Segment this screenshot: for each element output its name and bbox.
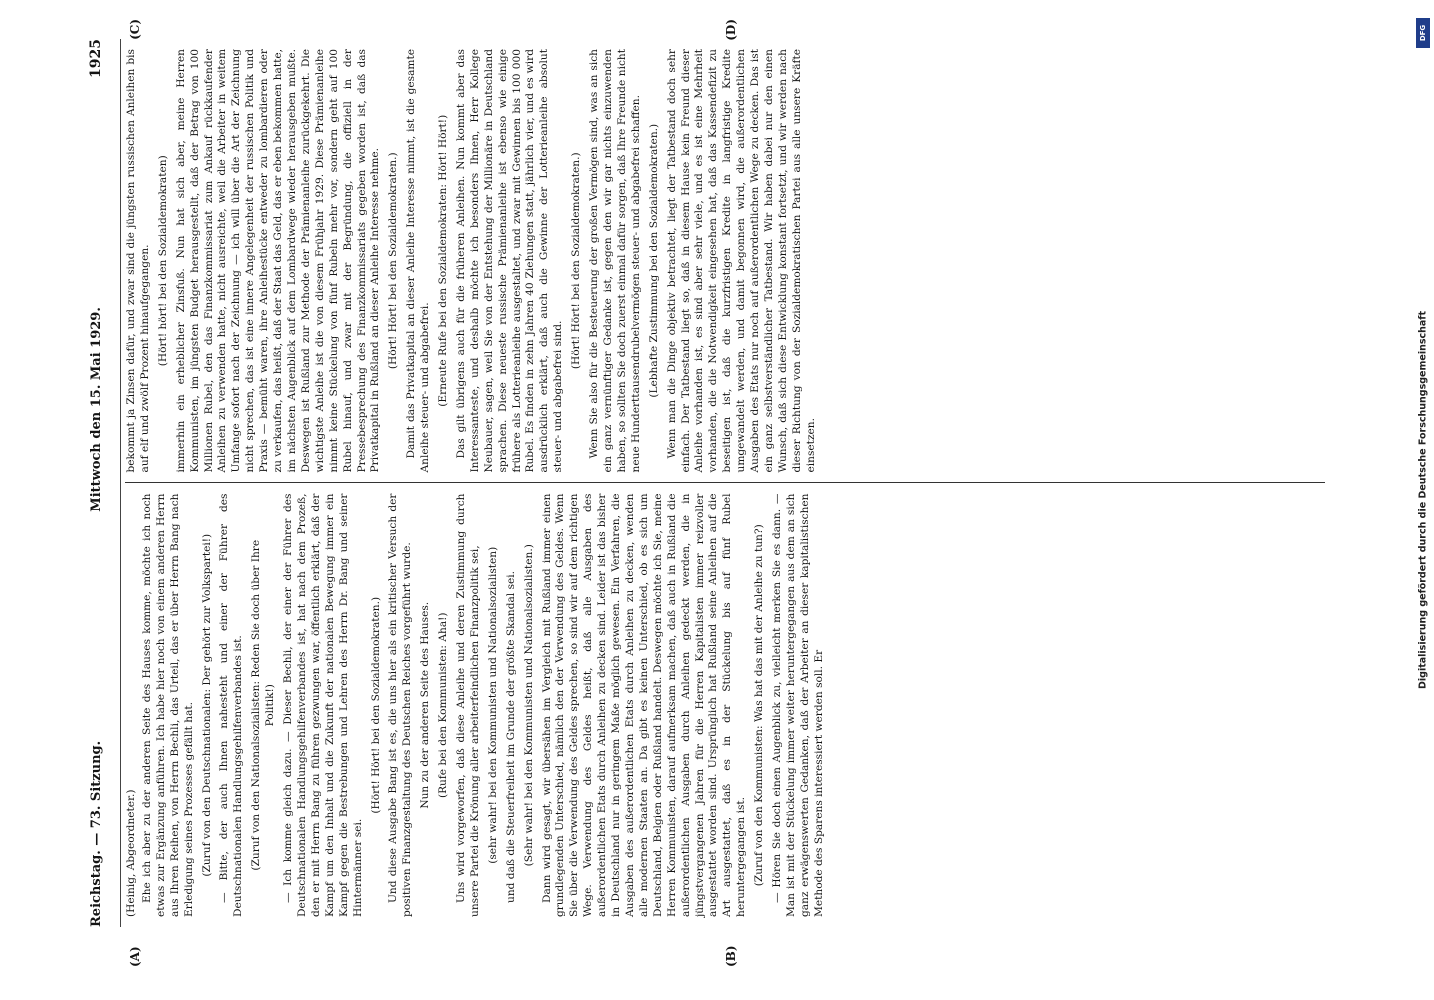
interjection-paragraph: (Zuruf von den Nationalsozialisten: Reden Sie doch über Ihre Politik!) — [250, 539, 277, 871]
interjection-paragraph: (Hört! hört! bei den Sozialdemokraten) — [156, 155, 169, 367]
column-divider — [125, 483, 1325, 484]
interjection-paragraph: (Erneute Rufe bei den Sozialdemokraten: Hört! Hört!) — [437, 114, 450, 407]
margin-marker-d: (D) — [724, 19, 738, 41]
text-columns — [125, 19, 1325, 967]
speech-paragraph: (Heinig, Abgeordneter.) — [125, 789, 137, 917]
page-header — [90, 39, 121, 927]
margin-marker-c: (C) — [128, 19, 142, 40]
margin-marker-a: (A) — [128, 946, 142, 967]
left-column — [125, 484, 1325, 928]
speech-paragraph: Wenn Sie also für die Besteuerung der großen Vermögen sind, was an sich ein ganz vernünftiger Gedanke ist, gegen den wir gar nichts einzuwenden haben, so sollten Sie doch zuerst einmal dafür sorgen, daß Ihre Freunde nicht neue Hunderttausendrubelvermögen steuer- und abgabefrei schaffen. — [588, 49, 642, 473]
interjection-paragraph: (Sehr wahr! bei den Kommunisten und Nationalsozialisten.) — [522, 544, 535, 867]
right-column — [125, 39, 1325, 483]
speech-paragraph: Damit das Privatkapital an dieser Anleihe Interesse nimmt, ist die gesamte Anleihe steuer- und abgabefrei. — [405, 49, 432, 473]
header-date: Mittwoch den 15. Mai 1929. — [89, 307, 104, 512]
speech-paragraph: bekommt ja Zinsen dafür, und zwar sind die jüngsten russischen Anleihen bis auf elf und zwölf Prozent hinaufgegangen. — [125, 49, 151, 473]
interjection-paragraph: (Hört! Hört! bei den Sozialdemokraten.) — [369, 596, 382, 814]
speech-paragraph: — Bitte, der auch Ihnen nahesteht und einer der Führer des Deutschnationalen Handlungsgehilfenverbandes ist. — [218, 493, 245, 917]
speech-paragraph: Uns wird vorgeworfen, daß diese Anleihe und deren Zustimmung durch unsere Partei die Krönung aller arbeiterfeindlichen Finanzpolitik sei, — [455, 493, 481, 917]
header-page-number: 1925 — [88, 39, 104, 78]
interjection-paragraph: (Hört! Hört! bei den Sozialdemokraten.) — [570, 152, 583, 370]
speech-paragraph: Ehe ich aber zu der anderen Seite des Hauses komme, möchte ich noch etwas zur Ergänzung anführen. Ich habe hier noch von einem anderen Herrn aus Ihren Reihen, von Herrn Bechli, das Urteil, das er über Herrn Bang nach Erledigung seines Prozesses gefällt hat. — [140, 493, 195, 917]
speech-paragraph: Und diese Ausgabe Bang ist es, die uns hier als ein kritischer Versuch der positiven Finanzgestaltung des Deutschen Reiches vorgeführt wurde. — [387, 493, 414, 917]
interjection-paragraph: (Hört! Hört! bei den Sozialdemokraten.) — [387, 152, 400, 370]
speech-paragraph: Das gilt übrigens auch für die früheren Anleihen. Nun kommt aber das Interessanteste, und deshalb möchte ich besonders Ihnen, Herr Kollege Neubauer, sagen, weil Sie von der Entstehung der Millionäre in Deutschland sprachen. Diese neueste russische Prämienanleihe ist ebenso wie einige frühere als Lotterieanleihe ausgestaltet, und zwar mit Gewinnen bis 100 000 Rubel. Es finden in zehn Jahren 40 Ziehungen statt, jährlich vier, und es wird ausdrücklich erklärt, daß auch die Gewinne der Lotterieanleihe absolut steuer- und abgabefrei sind. — [454, 49, 565, 473]
interjection-paragraph: (Zuruf von den Kommunisten: Was hat das mit der Anleihe zu tun?) — [753, 524, 766, 887]
header-session: Reichstag. — 73. Sitzung. — [89, 740, 104, 927]
digitization-note: Digitalisierung gefördert durch die Deutsche Forschungsgemeinschaft — [1417, 311, 1429, 689]
protocol-page — [80, 15, 1350, 975]
interjection-paragraph: (Zuruf von den Deutschnationalen: Der gehört zur Volkspartei!) — [200, 533, 213, 877]
dfg-logo: DFG — [1416, 18, 1430, 48]
interjection-paragraph: Nun zu der anderen Seite des Hauses. — [419, 601, 432, 809]
margin-marker-b: (B) — [724, 945, 738, 967]
interjection-paragraph: (sehr wahr! bei den Kommunisten und Nationalsozialisten) — [486, 546, 499, 864]
interjection-paragraph: (Lebhafte Zustimmung bei den Sozialdemokraten.) — [647, 123, 660, 398]
speech-paragraph: — Hören Sie doch einen Augenblick zu, vielleicht merken Sie es dann. — Man ist mit der Stückelung immer weiter heruntergegangen aus dem an sich ganz erwägenswerten Gedanken, daß der Arbeiter an dieser kapitalistischen Methode des Sparens interessiert werden soll. Er — [771, 493, 825, 917]
digitization-strip — [1412, 10, 1434, 990]
speech-paragraph: immerhin ein erheblicher Zinsfuß. Nun hat sich aber, meine Herren Kommunisten, im jüngsten Budget herausgestellt, daß der Betrag von 100 Millionen Rubel, den das Finanzkommissariat zum Ankauf rückkaufender Anleihen zu verwenden hatte, nicht ausreichte, weil die Arbeiter in weitem Umfange sofort nach der Zeichnung — ich will über die Art der Zeichnung nicht sprechen, das ist eine innere Angelegenheit der russischen Politik und Praxis — bemüht waren, ihre Anleihestücke entweder zu lombardieren oder zu verkaufen, das heißt, daß der Staat das Geld, das er eben bekommen hatte, im nächsten Augenblick auf dem Lombardwege wieder herausgeben mußte. Deswegen ist Rußland zur Methode der Prämienanleihe zurückgekehrt. Die wichtigste Anleihe ist die von diesem Frühjahr 1929. Diese Prämienanleihe nimmt keine Stückelung von fünf Rubeln mehr vor, sondern geht auf 100 Rubel hinauf, und zwar mit der Begründung, die offiziell in der Pressebesprechung des Finanzkommissariats gegeben worden ist, daß das Privatkapital in Rußland an dieser Anleihe Interesse nehme. — [174, 49, 382, 473]
speech-paragraph: — Ich komme gleich dazu. — Dieser Bechli, der einer der Führer des Deutschnationalen Handlungsgehilfenverbandes ist, hat nach dem Prozeß, den er mit Herrn Bang zu führen gezwungen war, öffentlich erklärt, daß der Kampf um den Inhalt und die Zukunft der nationalen Bewegung immer ein Kampf gegen die Bestrebungen und Lehren des Herrn Dr. Bang und seiner Hintermänner sei. — [282, 493, 364, 917]
speech-paragraph: und daß die Steuerfreiheit im Grunde der größte Skandal sei. — [504, 570, 517, 903]
interjection-paragraph: (Rufe bei den Kommunisten: Aha!) — [437, 612, 450, 799]
speech-paragraph: Wenn man die Dinge objektiv betrachtet, liegt der Tatbestand doch sehr einfach. Der Tatbestand liegt so, daß in diesem Hause kein Freund dieser Anleihe vorhanden ist, es sind aber sehr viele, und es ist eine Mehrheit vorhanden, die die Notwendigkeit eingesehen hat, daß das Kassendefizit zu beseitigen ist, daß die kurzfristigen Kredite in langfristige Kredite umgewandelt werden, und damit begonnen wird, die außerordentlichen Ausgaben des Etats nur noch auf außerordentlichen Wege zu decken. Das ist ein ganz selbstverständlicher Tatbestand. Wir haben dabei nur den einen Wunsch, daß sich diese Entwicklung konstant fortsetzt, und wir werden nach dieser Richtung von der Sozialdemokratischen Partei aus alle unsere Kräfte einsetzen. — [665, 49, 817, 473]
speech-paragraph: Dann wird gesagt, wir übersähen im Vergleich mit Rußland immer einen grundlegenden Unterschied, nämlich den der Verwendung des Geldes. Wenn Sie über die Verwendung des Geldes sprechen, so sind wir auf dem richtigen Wege. Verwendung des Geldes heißt, daß alle Ausgaben des außerordentlichen Etats durch Anleihen zu decken sind. Leider ist das bisher in Deutschland nur in geringem Maße möglich gewesen. Ein Verfahren, die Ausgaben des außerordentlichen Etats durch Anleihen zu decken, wenden alle modernen Staaten an. Da gibt es keinen Unterschied, ob es sich um Deutschland, Belgien oder Rußland handelt. Deswegen möchte ich Sie, meine Herren Kommunisten, darauf aufmerksam machen, daß auch in Rußland die außerordentlichen Ausgaben durch Anleihen gedeckt werden, die in jüngstvergangenen Jahren für die Herren Kapitalisten immer reizvoller ausgestattet worden sind. Ursprünglich hat Rußland seine Anleihen auf die Art ausgestattet, daß es in der Stückelung bis auf fünf Rubel heruntergegangen ist. — [540, 493, 748, 917]
